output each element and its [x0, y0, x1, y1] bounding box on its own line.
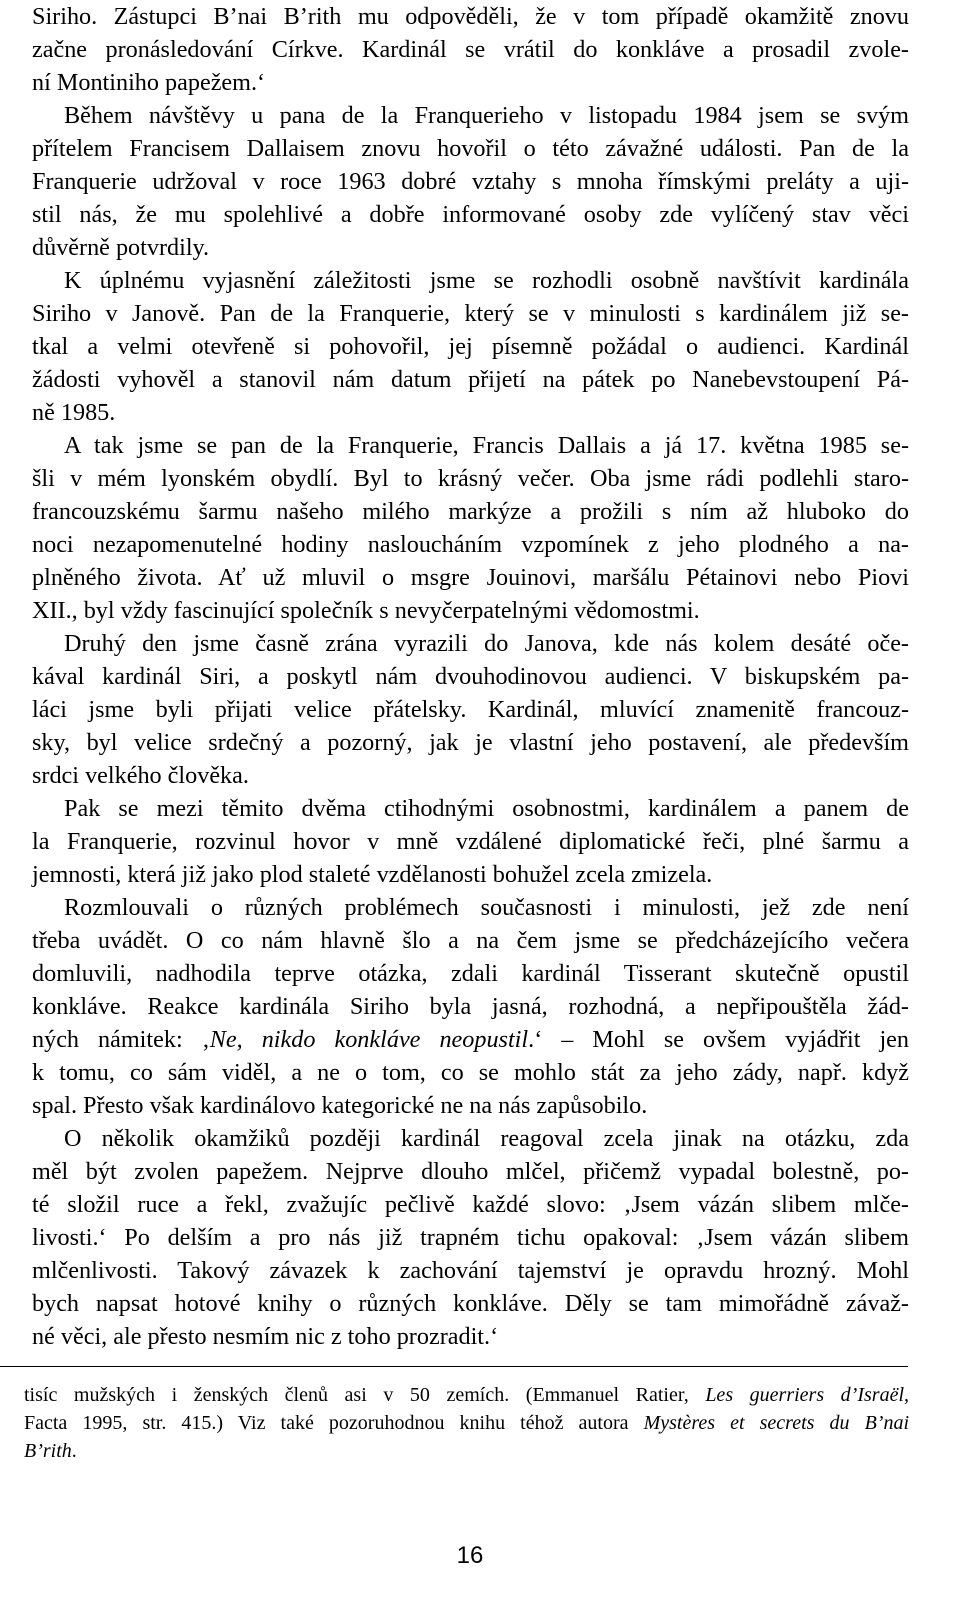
text-line: stil nás, že mu spolehlivé a dobře informované osoby zde vylíčený stav věci [32, 201, 909, 228]
paragraph [32, 627, 909, 792]
footnote-text: . [71, 1440, 77, 1462]
text-line: začne pronásledování Církve. Kardinál se vrátil do konkláve a prosadil zvole- [32, 36, 909, 63]
paragraph [32, 429, 909, 627]
text-line: šli v mém lyonském obydlí. Byl to krásný večer. Oba jsme rádi podlehli staro- [32, 465, 909, 492]
text-line: ní Montiniho papežem.‘ [32, 69, 266, 96]
text-line: XII., byl vždy fascinující společník s nevyčerpatelnými vědomostmi. [32, 597, 700, 624]
text-line: noci nezapomenutelné hodiny nasloucháním vzpomínek z jeho plodného a na- [32, 531, 909, 558]
text-line: Rozmlouvali o různých problémech současnosti i minulosti, jež zde není [64, 894, 909, 921]
text-line: spal. Přesto však kardinálovo kategorické ne na nás zapůsobilo. [32, 1092, 648, 1119]
text-line: sky, byl velice srdečný a pozorný, jak je vlastní jeho postavení, ale především [32, 729, 909, 756]
text-line: Franquerie udržoval v roce 1963 dobré vztahy s mnoha římskými preláty a uji- [32, 168, 909, 195]
text-line: láci jsme byli přijati velice přátelsky. Kardinál, mluvící znamenitě francouz- [32, 696, 909, 723]
footnote-book-title: Mystères et secrets du B’nai [643, 1412, 909, 1434]
main-text [32, 0, 909, 1353]
paragraph [32, 1122, 909, 1353]
text-line: O několik okamžiků později kardinál reagoval zcela jinak na otázku, zda [64, 1125, 909, 1152]
text-line: A tak jsme se pan de la Franquerie, Francis Dallais a já 17. května 1985 se- [64, 432, 909, 459]
paragraph [32, 0, 909, 99]
footnote [24, 1381, 909, 1465]
text-line: srdci velkého člověka. [32, 762, 249, 789]
text-line: žádosti vyhověl a stanovil nám datum přijetí na pátek po Nanebevstoupení Pá- [32, 366, 909, 393]
text-line: tkal a velmi otevřeně si pohovořil, jej písemně požádal o audienci. Kardinál [32, 333, 909, 360]
text-line: jemnosti, která již jako plod staleté vzdělanosti bohužel zcela zmizela. [32, 861, 713, 888]
footnote-line-2 [24, 1409, 909, 1437]
text-line: mlčenlivosti. Takový závazek k zachování tajemství je opravdu hrozný. Mohl [32, 1257, 909, 1284]
paragraph [32, 891, 909, 1122]
text-line: bych napsat hotové knihy o různých konkláve. Děly se tam mimořádně závaž- [32, 1290, 909, 1317]
text-line: domluvili, nadhodila teprve otázka, zdali kardinál Tisserant skutečně opustil [32, 960, 909, 987]
text-line [32, 1023, 909, 1056]
page-number: 16 [456, 1542, 484, 1569]
text-line: důvěrně potvrdily. [32, 234, 210, 261]
text-line: né věci, ale přesto nesmím nic z toho prozradit.‘ [32, 1323, 499, 1350]
text-line: Pak se mezi těmito dvěma ctihodnými osobnostmi, kardinálem a panem de [64, 795, 909, 822]
text-segment: .‘ – Mohl se ovšem vyjádřit jen [528, 1026, 909, 1053]
text-line: la Franquerie, rozvinul hovor v mně vzdálené diplomatické řeči, plné šarmu a [32, 828, 909, 855]
text-line: K úplnému vyjasnění záležitosti jsme se rozhodli osobně navštívit kardinála [64, 267, 909, 294]
text-line: francouzskému šarmu našeho milého markýze a prožili s ním až hluboko do [32, 498, 909, 525]
footnote-line-1 [24, 1381, 909, 1409]
footnote-text: , [904, 1384, 909, 1406]
footnote-book-title: B’rith [24, 1440, 72, 1462]
text-line: plněného života. Ať už mluvil o msgre Jouinovi, maršálu Pétainovi nebo Piovi [32, 564, 909, 591]
footnote-book-title: Les guerriers d’Israël [705, 1384, 904, 1406]
text-line: kával kardinál Siri, a poskytl nám dvouhodinovou audienci. V biskupském pa- [32, 663, 909, 690]
paragraph [32, 99, 909, 264]
text-line: Siriho. Zástupci B’nai B’rith mu odpověděli, že v tom případě okamžitě znovu [32, 3, 909, 30]
footnote-separator [0, 1366, 908, 1367]
text-line: přítelem Francisem Dallaisem znovu hovořil o této závažné události. Pan de la [32, 135, 909, 162]
text-line: livosti.‘ Po delším a pro nás již trapném tichu opakoval: ‚Jsem vázán slibem [32, 1224, 909, 1251]
page-body [32, 0, 909, 1353]
quoted-italic-text: Ne, nikdo konkláve neopustil [209, 1026, 529, 1053]
text-line: té složil ruce a řekl, zvažujíc pečlivě každé slovo: ‚Jsem vázán slibem mlče- [32, 1191, 909, 1218]
paragraph [32, 792, 909, 891]
text-line: k tomu, co sám viděl, a ne o tom, co se mohlo stát za jeho zády, např. když [32, 1059, 909, 1086]
text-line: Druhý den jsme časně zrána vyrazili do Janova, kde nás kolem desáté oče- [64, 630, 909, 657]
text-line: ně 1985. [32, 399, 116, 426]
footnote-text: tisíc mužských i ženských členů asi v 50 zemích. (Emmanuel Ratier, [24, 1384, 706, 1406]
text-line: Siriho v Janově. Pan de la Franquerie, který se v minulosti s kardinálem již se- [32, 300, 909, 327]
text-line: třeba uvádět. O co nám hlavně šlo a na čem jsme se předcházejícího večera [32, 927, 909, 954]
footnote-text: Facta 1995, str. 415.) Viz také pozoruhodnou knihu téhož autora [24, 1412, 644, 1434]
text-segment: ných námitek: ‚ [32, 1026, 210, 1053]
paragraph [32, 264, 909, 429]
text-line: měl být zvolen papežem. Nejprve dlouho mlčel, přičemž vypadal bolestně, po- [32, 1158, 909, 1185]
text-line: konkláve. Reakce kardinála Siriho byla jasná, rozhodná, a nepřipouštěla žád- [32, 993, 909, 1020]
text-line: Během návštěvy u pana de la Franquerieho v listopadu 1984 jsem se svým [64, 102, 909, 129]
footnote-line-3 [24, 1437, 909, 1465]
